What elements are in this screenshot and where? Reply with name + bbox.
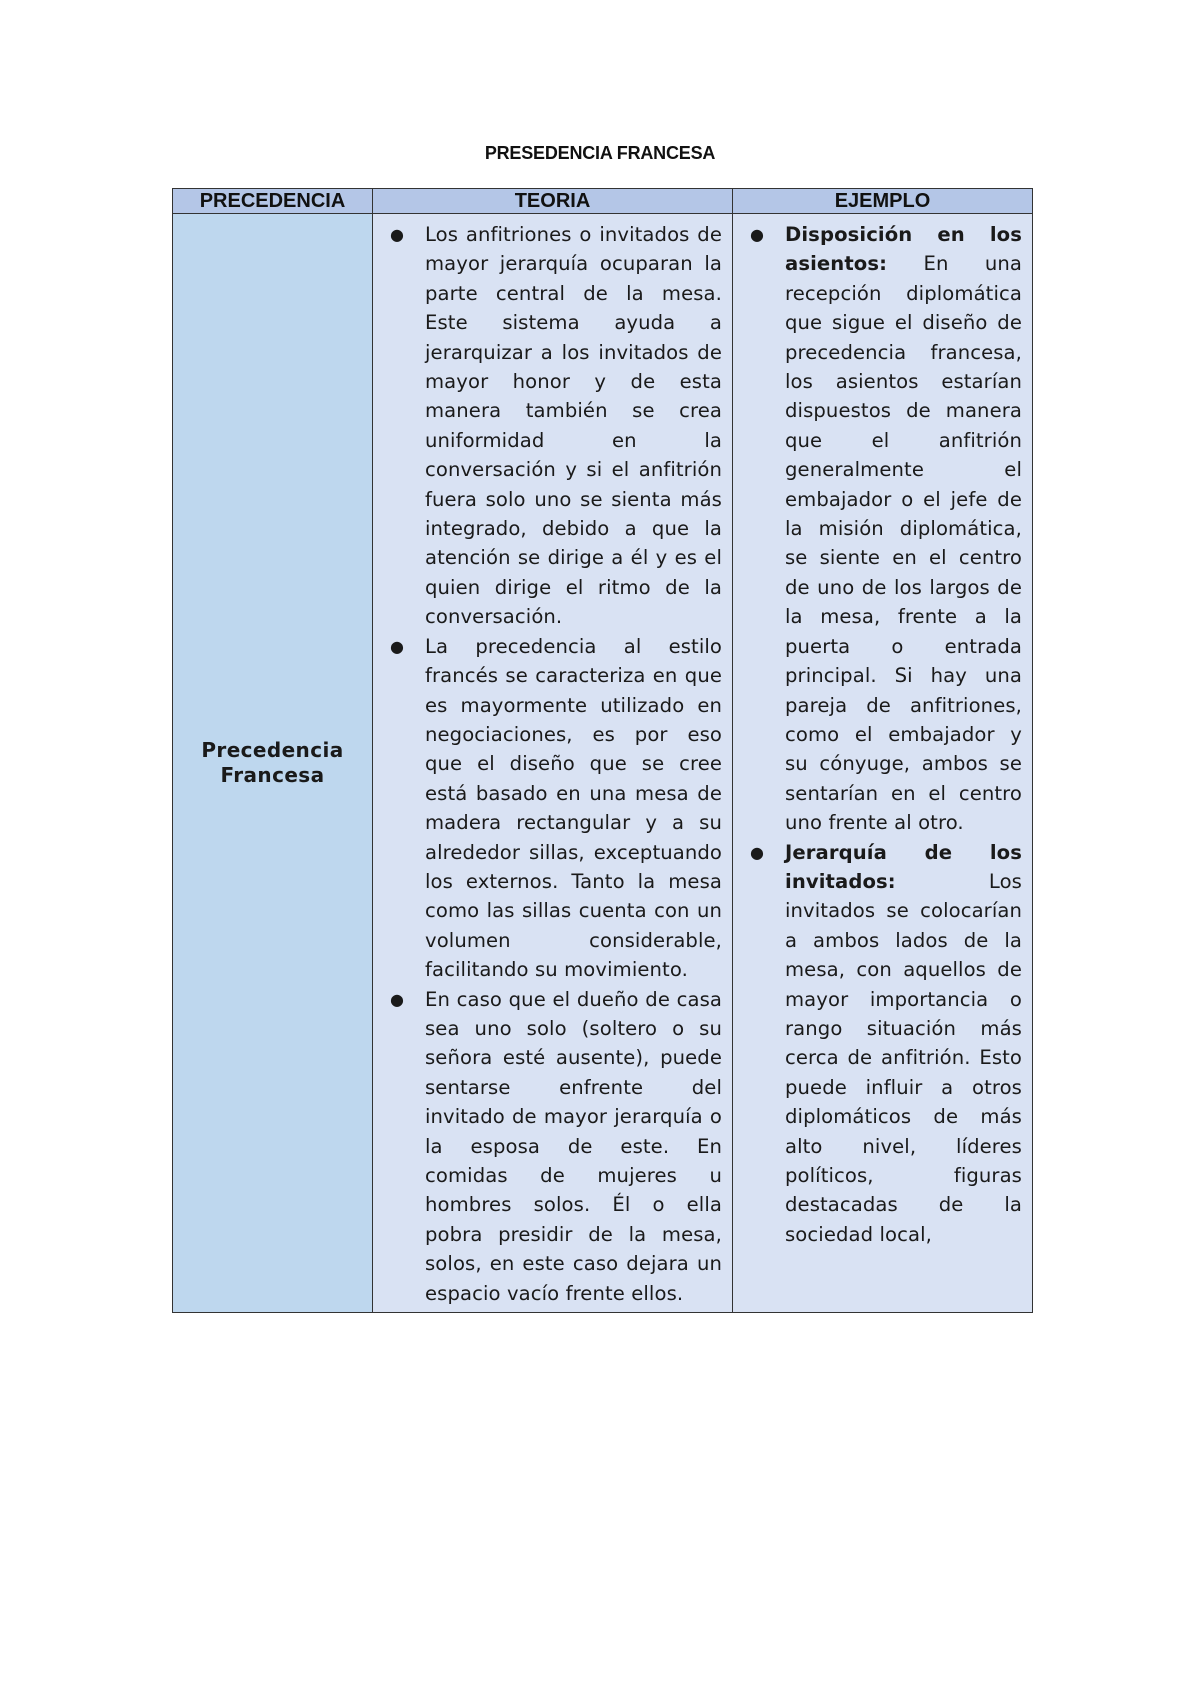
list-item bbox=[745, 838, 1022, 1250]
ejemplo-list bbox=[745, 220, 1022, 1249]
bullet-icon: ● bbox=[390, 989, 405, 1009]
header-ejemplo: EJEMPLO bbox=[733, 189, 1033, 214]
row-label-line1: Precedencia bbox=[201, 738, 344, 763]
precedence-table bbox=[172, 188, 1033, 1313]
ejemplo-item-heading: Disposición en los asientos: bbox=[785, 223, 1022, 276]
row-label-line2: Francesa bbox=[220, 763, 325, 788]
ejemplo-item-text: Los invitados se colocarían a ambos lados de la mesa, con aquellos de mayor importancia o rango situación más cerca de anfitrión. Esto puede influir a otros diplomáticos de más alto nivel, líderes políticos, figuras destacadas de la sociedad local, bbox=[785, 869, 1022, 1246]
bullet-icon: ● bbox=[750, 842, 765, 862]
ejemplo-item-text: En una recepción diplomática que sigue el diseño de precedencia francesa, los asientos estarían dispuestos de manera que el anfitrión generalmente el embajador o el jefe de la misión diplomática, se siente en el centro de uno de los largos de la mesa, frente a la puerta o entrada principal. Si hay una pareja de anfitriones, como el embajador y su cónyuge, ambos se sentarían en el centro uno frente al otro. bbox=[785, 252, 1022, 835]
header-teoria: TEORIA bbox=[373, 189, 733, 214]
teoria-item-text: La precedencia al estilo francés se caracteriza en que es mayormente utilizado en negociaciones, es por eso que el diseño que se cree está basado en una mesa de madera rectangular y a su alrededor sillas, exceptuando los externos. Tanto la mesa como las sillas cuenta con un volumen considerable, facilitando su movimiento. bbox=[425, 634, 722, 982]
ejemplo-cell bbox=[733, 214, 1033, 1313]
bullet-icon: ● bbox=[390, 225, 405, 244]
table-header-row bbox=[173, 189, 1033, 214]
ejemplo-item-heading: Jerarquía de los invitados: bbox=[785, 840, 1022, 893]
teoria-item-text: En caso que el dueño de casa sea uno solo (soltero o su señora esté ausente), puede sentarse enfrente del invitado de mayor jerarquía o la esposa de este. En comidas de mujeres u hombres solos. Él o ella pobra presidir de la mesa, solos, en este caso dejara un espacio vacío frente ellos. bbox=[425, 987, 722, 1305]
list-item bbox=[385, 632, 722, 985]
teoria-cell bbox=[373, 214, 733, 1313]
list-item bbox=[385, 985, 722, 1308]
row-label-cell bbox=[173, 214, 373, 1313]
page-title: PRESEDENCIA FRANCESA bbox=[484, 143, 716, 163]
list-item bbox=[745, 220, 1022, 838]
teoria-list bbox=[385, 220, 722, 1308]
teoria-item-text: Los anfitriones o invitados de mayor jerarquía ocuparan la parte central de la mesa. Este sistema ayuda a jerarquizar a los invitados de mayor honor y de esta manera también se crea uniformidad en la conversación y si el anfitrión fuera solo uno se sienta más integrado, debido a que la atención se dirige a él y es el quien dirige el ritmo de la conversación. bbox=[425, 223, 722, 629]
table-row bbox=[173, 214, 1033, 1313]
list-item bbox=[385, 220, 722, 632]
header-precedencia: PRECEDENCIA bbox=[173, 189, 373, 214]
bullet-icon: ● bbox=[390, 636, 405, 656]
bullet-icon: ● bbox=[750, 225, 765, 244]
